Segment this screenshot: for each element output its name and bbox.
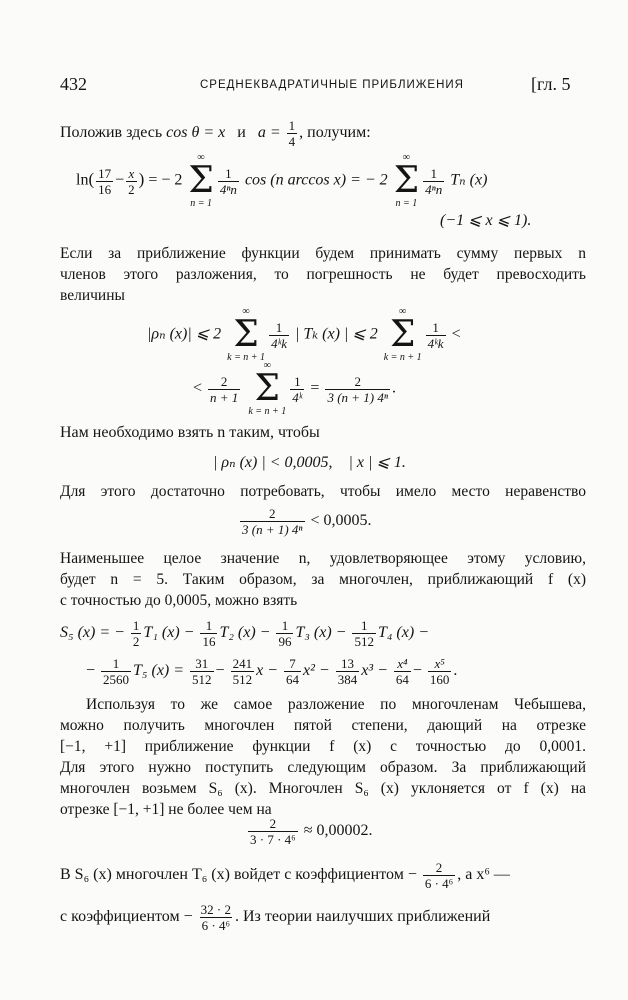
paragraph-1: Если за приближение функции будем принимать сумму первых n членов этого разложения, то погрешность не будет превосходить величины — [60, 245, 586, 304]
page-number: 432 — [60, 74, 87, 94]
intro-tail: , получим: — [299, 124, 371, 142]
paragraph-3: Для этого достаточно потребовать, чтобы имело место неравенство — [60, 483, 586, 500]
intro-text: Положив здесь — [60, 124, 163, 142]
quarter-fraction: $\frac{1}{4}$ — [288, 118, 296, 149]
paragraph-6-line1: В S₆ (x) многочлен T₆ (x) войдет с коэффициентом − $\frac{2}{\text{6 · 4⁶}}$ , а x⁶ — — [60, 860, 510, 891]
equation-error-bound-1: |ρₙ (x)| ⩽ 2 ∞ Σ k = n + 1 $\frac{1}{\text{4ᵏk}}$ | Tₖ (x) | ⩽ 2 ∞ Σ k = n + 1 $\frac{1}{\text{4ᵏk}}$ < — [147, 306, 461, 363]
paragraph-2: Нам необходимо взять n таким, чтобы — [60, 424, 320, 441]
equation-condition: | ρₙ (x) | < 0,0005, | x | ⩽ 1. — [213, 454, 406, 471]
equation-log-expansion: ln( $\frac{17}{16}$ − $\frac{x}{2}$ ) = − 2 ∞ Σ n = 1 $\frac{1}{\text{4ⁿn}}$ cos (n arccos x) = − 2 ∞ Σ n = 1 $\frac{1}{\text{4ⁿn}}$ Tₙ (x) — [76, 152, 488, 209]
equation-range: (−1 ⩽ x ⩽ 1). — [440, 212, 532, 229]
chapter-marker: [гл. 5 — [531, 74, 571, 94]
equation-approx: $\frac{2}{\text{3 · 7 · 4⁶}}$ ≈ 0,00002. — [250, 816, 373, 847]
equation-error-bound-2: < $\frac{2}{n + 1}$ ∞ Σ k = n + 1 $\frac{1}{\text{4ᵏ}}$ = $\frac{2}{\text{3 (n + 1) 4ⁿ}}$ . — [193, 360, 396, 417]
equation-s5-line1: S₅ (x) = − $\frac{1}{2}$ T₁ (x) − $\frac{1}{16}$ T₂ (x) − $\frac{1}{96}$ T₃ (x) − $\frac{1}{512}$ T₄ (x) − — [60, 618, 429, 649]
equation-s5-line2: − $\frac{1}{2560}$ T₅ (x) = $\frac{31}{512}$ − $\frac{241}{512}$ x − $\frac{7}{64}$ x² − $\frac{13}{384}$ x³ − $\frac{\text{x⁴}}{64}$ − $\frac{\text{x⁵}}{160}$ . — [86, 656, 458, 687]
paragraph-4: Наименьшее целое значение n, удовлетворяющее этому условию, будет n = 5. Таким образом, за многочлен, приближающий f (x) с точностью до 0,0005, можно взять — [60, 550, 586, 609]
paragraph-5: Используя то же самое разложение по многочленам Чебышева, можно получить многочлен пятой степени, дающий на отрезке [−1, +1] приближение функции f (x) с точностью до 0,0001. Для этого нужно поступить следующим образом. За приближающий многочлен возьмем S₆ (x). Многочлен S₆ (x) уклоняется от f (x) на отрезке [−1, +1] не более чем на — [60, 696, 586, 818]
paragraph-6-line2: с коэффициентом − $\frac{32 \cdot 2}{\text{6 · 4⁶}}$ . Из теории наилучших приближений — [60, 902, 491, 933]
cos-theta-expr: cos θ = x — [166, 124, 226, 142]
a-expr: a = — [257, 124, 281, 142]
intro-line — [60, 118, 371, 149]
equation-inequality: $\frac{2}{\text{3 (n + 1) 4ⁿ}}$ < 0,0005. — [242, 506, 372, 537]
and-word: и — [237, 124, 246, 142]
running-title: СРЕДНЕКВАДРАТИЧНЫЕ ПРИБЛИЖЕНИЯ — [200, 79, 464, 91]
